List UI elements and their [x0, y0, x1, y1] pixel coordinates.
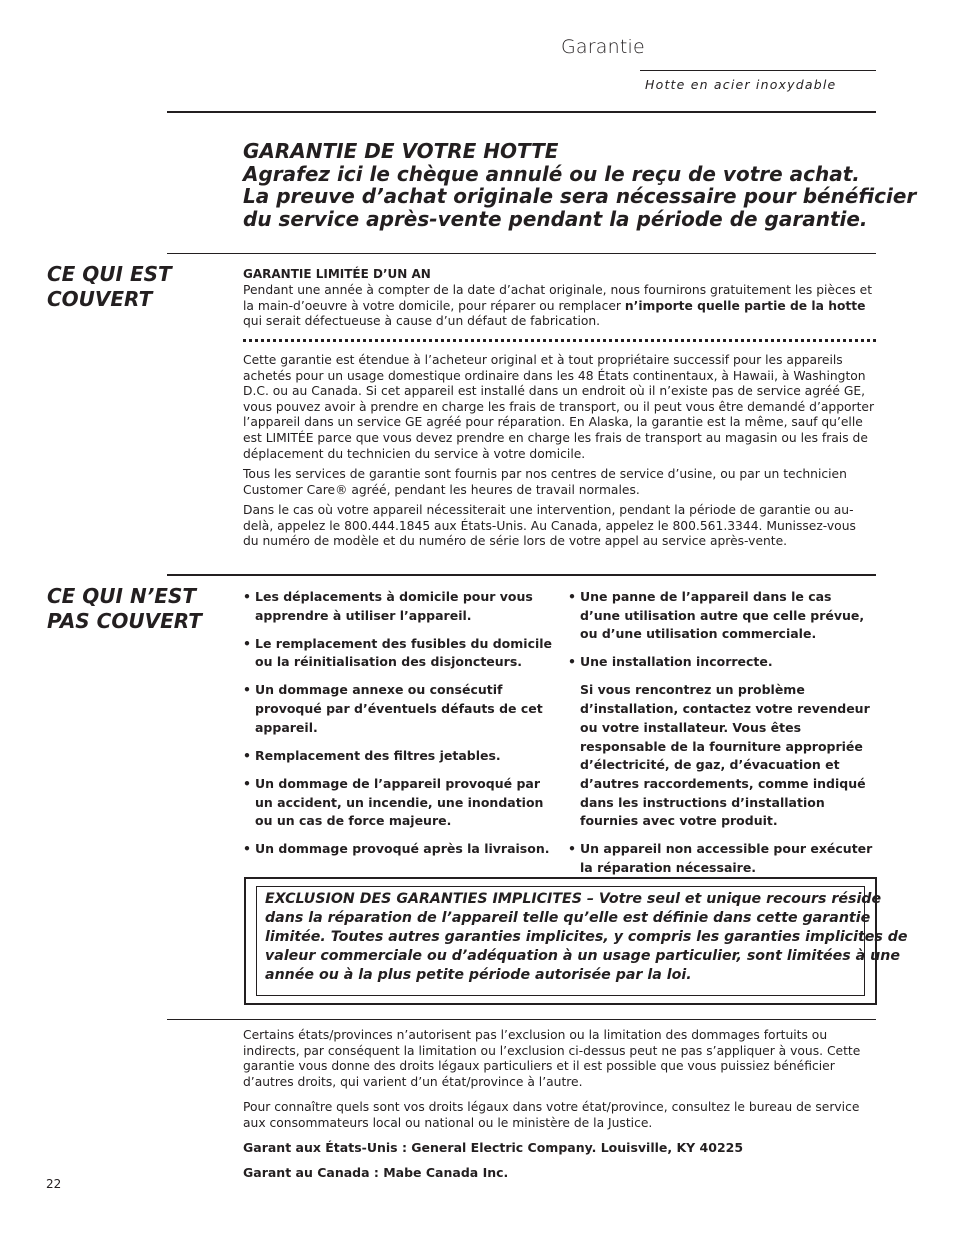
- list-item-text: Un dommage de l’appareil provoqué par un accident, un incendie, une inondation ou un cas de force majeure.: [255, 775, 544, 829]
- not-covered-right-list: [568, 588, 874, 887]
- bullet: •: [568, 654, 576, 670]
- list-item: [568, 588, 874, 644]
- headline-line: du service après-vente pendant la période de garantie.: [243, 206, 868, 231]
- headline-line: Agrafez ici le chèque annulé ou le reçu de votre achat.: [243, 161, 860, 186]
- bullet: •: [568, 589, 576, 604]
- bullet: •: [243, 747, 251, 763]
- coverage-paragraph: Tous les services de garantie sont fournis par nos centres de service d’usine, ou par un technicien Customer Care® agréé, pendant les heures de travail normales.: [243, 467, 847, 497]
- page-number: 22: [46, 1177, 62, 1191]
- covered-divider: [167, 253, 876, 254]
- warranty-headline: [243, 139, 917, 231]
- bullet: •: [243, 589, 251, 604]
- list-item: [243, 840, 555, 859]
- list-item: [243, 681, 555, 737]
- not-covered-heading: [47, 584, 202, 634]
- coverage-paragraph: Dans le cas où votre appareil nécessiterait une intervention, pendant la période de garantie ou au-delà, appelez le 800.444.1845 aux États-Unis. Au Canada, appelez le 800.561.3344. Munissez-vous du numéro de modèle et du numéro de série lors de votre appel au service après-vente.: [243, 503, 856, 549]
- limited-text-part: qui serait défectueuse à cause d’un défaut de fabrication.: [243, 314, 601, 329]
- bullet: •: [243, 635, 251, 651]
- covered-heading: [47, 262, 172, 312]
- list-item-text: Le remplacement des fusibles du domicile ou la réinitialisation des disjoncteurs.: [255, 635, 553, 670]
- list-item-text: Un dommage annexe ou consécutif provoqué par d’éventuels défauts de cet appareil.: [255, 682, 543, 735]
- limited-warranty-title: GARANTIE LIMITÉE D’UN AN: [243, 267, 431, 281]
- coverage-details: [243, 353, 875, 462]
- list-item: [243, 775, 555, 831]
- coverage-details: [243, 503, 875, 550]
- limited-text-part: Pendant une année à compter de la date d’achat originale, nous fournirons gratuitement les pièces et la main-d’oeuvre à votre domicile, pour réparer ou remplacer: [243, 283, 873, 313]
- not-covered-heading-line: PAS COUVERT: [47, 609, 202, 633]
- list-item-text: Une panne de l’appareil dans le cas d’une utilisation autre que celle prévue, ou d’une utilisation commerciale.: [580, 589, 865, 642]
- bullet: •: [568, 841, 576, 857]
- list-item: [568, 840, 874, 877]
- exclusion-line: valeur commerciale ou d’adéquation à un usage particulier, sont limitées à une: [265, 948, 900, 964]
- page-section-title: Garantie: [561, 36, 645, 58]
- warrantor-canada: Garant au Canada : Mabe Canada Inc.: [243, 1165, 509, 1180]
- top-divider: [167, 111, 876, 113]
- footer-divider: [167, 1019, 876, 1020]
- list-item: [568, 653, 874, 672]
- not-covered-left-list: [243, 588, 555, 868]
- exclusion-text: [265, 890, 908, 985]
- legal-rights-paragraph: Pour connaître quels sont vos droits légaux dans votre état/province, consultez le bureau de service aux consommateurs local ou national ou le ministère de la Justice.: [243, 1100, 860, 1130]
- limited-warranty-text: [243, 283, 875, 330]
- legal-rights-paragraph: Certains états/provinces n’autorisent pas l’exclusion ou la limitation des dommages fortuits ou indirects, par conséquent la limitation ou l’exclusion ci-dessus peut ne pas s’appliquer à vous. Cette garantie vous donne des droits légaux particuliers et il est possible que vous puissiez bénéficier d’autres droits, qui varient d’un état/province à l’autre.: [243, 1028, 861, 1089]
- list-item: [243, 588, 555, 625]
- exclusion-line: dans la réparation de l’appareil telle qu’elle est définie dans cette garantie: [265, 910, 871, 926]
- list-item: [243, 635, 555, 672]
- not-covered-divider: [167, 574, 876, 576]
- coverage-details: [243, 467, 875, 498]
- covered-heading-line: COUVERT: [47, 287, 153, 311]
- warrantor-us: Garant aux États-Unis : General Electric Company. Louisville, KY 40225: [243, 1140, 744, 1155]
- header-rule: [640, 70, 876, 71]
- headline-line: La preuve d’achat originale sera nécessaire pour bénéficier: [243, 184, 917, 208]
- product-subtitle: Hotte en acier inoxydable: [645, 77, 837, 92]
- exclusion-line: limitée. Toutes autres garanties implicites, y compris les garanties implicites de: [265, 929, 908, 945]
- headline-line: GARANTIE DE VOTRE HOTTE: [243, 139, 559, 163]
- list-item: [243, 747, 555, 766]
- exclusion-line: année ou à la plus petite période autorisée par la loi.: [265, 967, 692, 983]
- installation-note: Si vous rencontrez un problème d’installation, contactez votre revendeur ou votre installateur. Vous êtes responsable de la fourniture appropriée d’électricité, de gaz, d’évacuation et d’autres raccordements, comme indiqué dans les instructions d’installation fournies avec votre produit.: [580, 682, 870, 829]
- list-item-text: Les déplacements à domicile pour vous apprendre à utiliser l’appareil.: [255, 589, 533, 623]
- list-item-text: Un appareil non accessible pour exécuter la réparation nécessaire.: [580, 841, 873, 876]
- covered-heading-line: CE QUI EST: [47, 262, 172, 286]
- bullet: •: [243, 775, 251, 791]
- dotted-separator: [243, 339, 876, 342]
- list-item-text: Une installation incorrecte.: [580, 654, 773, 670]
- exclusion-line: EXCLUSION DES GARANTIES IMPLICITES – Votre seul et unique recours réside: [265, 891, 882, 907]
- limited-text-emphasis: n’importe quelle partie de la hotte: [624, 298, 866, 313]
- bullet: •: [243, 682, 251, 698]
- list-item-text: Remplacement des filtres jetables.: [255, 747, 501, 763]
- coverage-paragraph: Cette garantie est étendue à l’acheteur original et à tout propriétaire successif pour les appareils achetés pour un usage domestique ordinaire dans les 48 États continentaux, à Hawaii, à Washington D.C. ou au Canada. Si cet appareil est installé dans un endroit où il n’existe pas de service agréé GE, vous pouvez avoir à prendre en charge les frais de transport, ou il peut vous être demandé d’apporter l’appareil dans un service GE agréé pour réparation. En Alaska, la garantie est la même, sauf qu’elle est LIMITÉE parce que vous devez prendre en charge les frais de transport au magasin ou les frais de déplacement du technicien du service à votre domicile.: [243, 353, 875, 461]
- bullet: •: [243, 841, 251, 857]
- not-covered-heading-line: CE QUI N’EST: [47, 584, 196, 608]
- list-item-text: Un dommage provoqué après la livraison.: [255, 841, 550, 857]
